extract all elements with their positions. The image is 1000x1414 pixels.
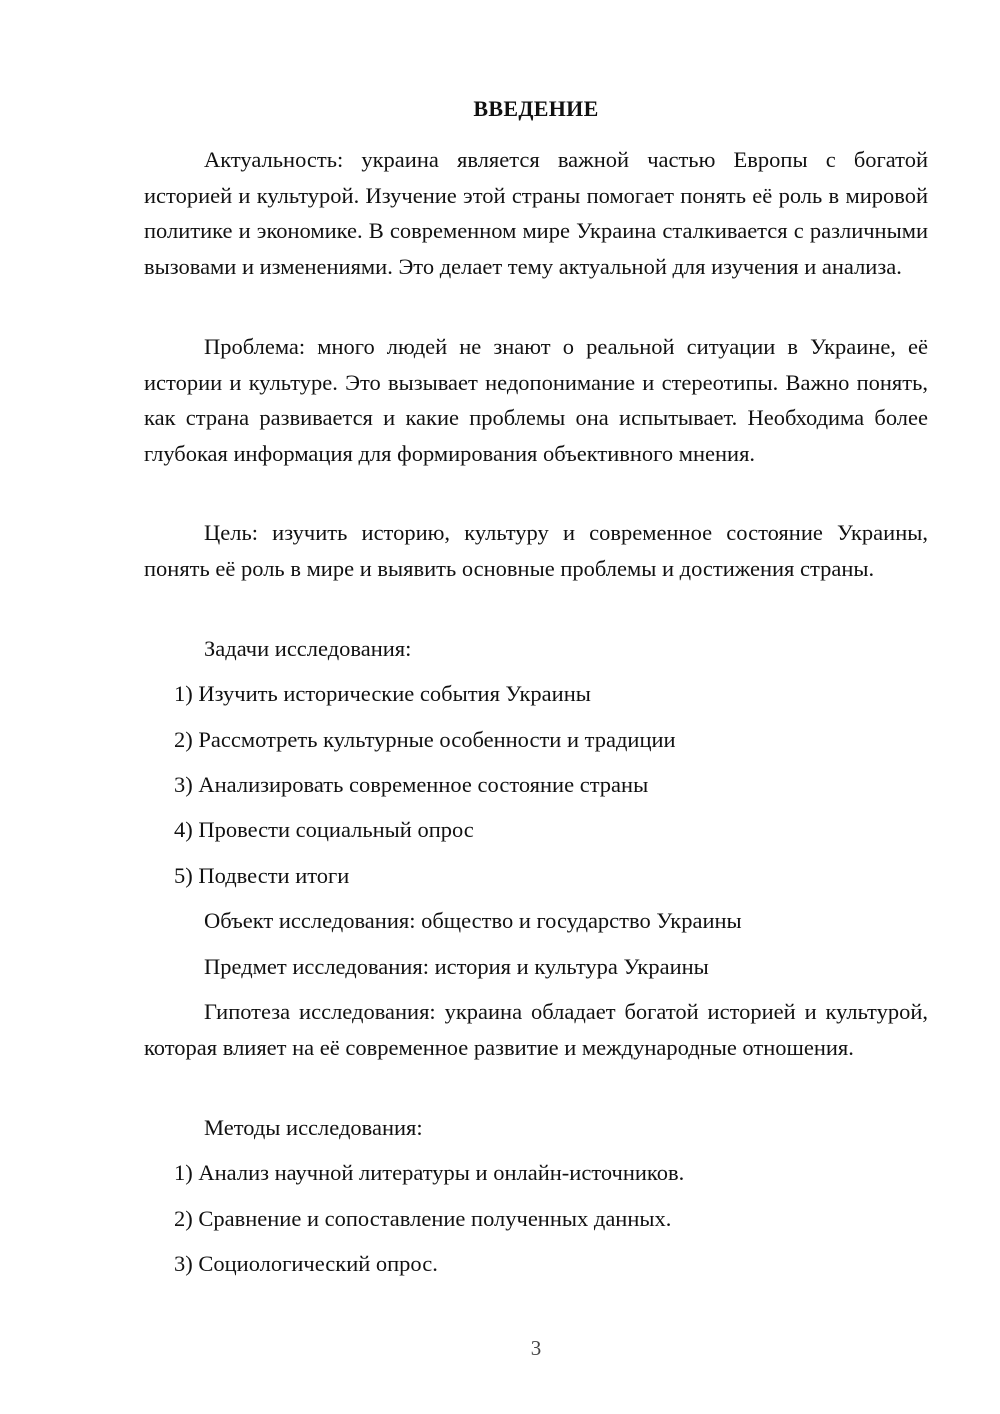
relevance-paragraph: Актуальность: украина является важной частью Европы с богатой историей и культурой. Изучение этой страны помогает понять её роль в мировой политике и экономике. В современном мире Украина сталкивается с различными вызовами и изменениями. Это делает тему актуальной для изучения и анализа. [144,147,928,279]
task-item: 1) Изучить исторические события Украины [174,681,591,706]
methods-heading: Методы исследования: [204,1115,423,1140]
research-subject: Предмет исследования: история и культура Украины [204,954,709,979]
hypothesis-paragraph: Гипотеза исследования: украина обладает богатой историей и культурой, которая влияет на её современное развитие и международные отношения. [144,999,928,1060]
page-number: 3 [530,1336,542,1360]
research-object: Объект исследования: общество и государство Украины [204,908,742,933]
method-item: 1) Анализ научной литературы и онлайн-источников. [174,1160,685,1185]
page-title: ВВЕДЕНИЕ [473,96,599,121]
goal-paragraph: Цель: изучить историю, культуру и современное состояние Украины, понять её роль в мире и выявить основные проблемы и достижения страны. [144,520,928,581]
problem-paragraph: Проблема: много людей не знают о реальной ситуации в Украине, её истории и культуре. Это вызывает недопонимание и стереотипы. Важно понять, как страна развивается и какие проблемы она испытывает. Необходима более глубокая информация для формирования объективного мнения. [144,334,928,466]
task-item: 2) Рассмотреть культурные особенности и традиции [174,727,676,752]
task-item: 5) Подвести итоги [174,863,350,888]
method-item: 3) Социологический опрос. [174,1251,438,1276]
tasks-heading: Задачи исследования: [204,636,412,661]
method-item: 2) Сравнение и сопоставление полученных данных. [174,1206,672,1231]
task-item: 3) Анализировать современное состояние страны [174,772,649,797]
task-item: 4) Провести социальный опрос [174,817,474,842]
